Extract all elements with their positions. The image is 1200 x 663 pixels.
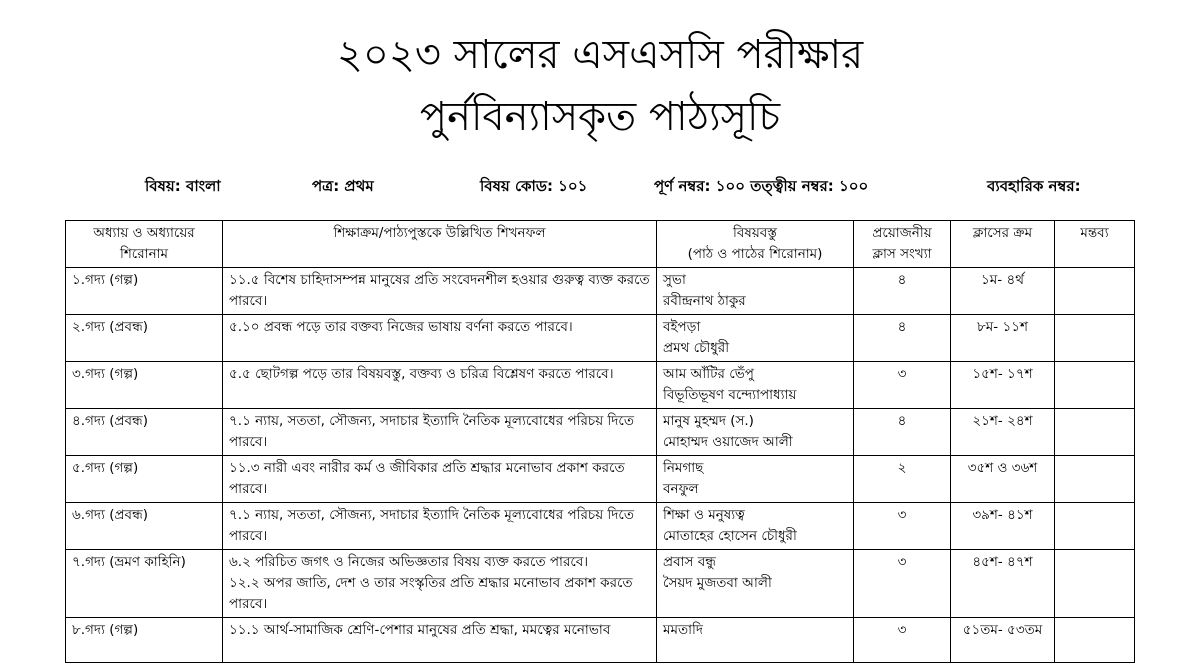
cell-class-order: ১ম- ৪র্থ: [951, 268, 1055, 315]
cell-author: মোতাহের হোসেন চৌধুরী: [663, 528, 797, 544]
cell-remarks: [1055, 503, 1135, 550]
cell-remarks: [1055, 456, 1135, 503]
table-header-row: [66, 221, 1135, 268]
cell-chapter: ১.গদ্য (গল্প): [66, 268, 223, 315]
cell-remarks: [1055, 550, 1135, 618]
cell-outcome: ৫.৫ ছোটগল্প পড়ে তার বিষয়বস্তু, বক্তব্য ও চরিত্র বিশ্লেষণ করতে পারবে।: [223, 362, 657, 409]
cell-content: [657, 503, 854, 550]
cell-outcome: ১১.১ আর্থ-সামাজিক শ্রেণি-পেশার মানুষের প্রতি শ্রদ্ধা, মমত্বের মনোভাব: [223, 618, 657, 663]
header-class-order: ক্লাসের ক্রম: [951, 221, 1055, 268]
cell-content: [657, 456, 854, 503]
cell-lesson: মানুষ মুহম্মদ (স.): [663, 413, 754, 429]
cell-remarks: [1055, 268, 1135, 315]
cell-chapter: ৩.গদ্য (গল্প): [66, 362, 223, 409]
table-row: [66, 268, 1135, 315]
meta-subject-code: বিষয় কোড: ১০১: [480, 177, 588, 195]
table-row: [66, 362, 1135, 409]
meta-subject: বিষয়: বাংলা: [145, 177, 221, 195]
cell-outcome: [223, 550, 657, 618]
cell-chapter: ৮.গদ্য (গল্প): [66, 618, 223, 663]
table-row: [66, 315, 1135, 362]
cell-outcome: ৭.১ ন্যায়, সততা, সৌজন্য, সদাচার ইত্যাদি নৈতিক মূল্যবোধের পরিচয় দিতে পারবে।: [223, 503, 657, 550]
cell-remarks: [1055, 618, 1135, 663]
header-remarks: মন্তব্য: [1055, 221, 1135, 268]
header-chapter: অধ্যায় ও অধ্যায়ের শিরোনাম: [66, 221, 223, 268]
cell-class-count: ২: [854, 456, 951, 503]
cell-class-order: ৫১তম- ৫৩তম: [951, 618, 1055, 663]
page-title-line-2: পুর্নবিন্যাসকৃত পাঠ্যসূচি: [419, 94, 781, 140]
cell-content: [657, 268, 854, 315]
cell-content: [657, 550, 854, 618]
cell-class-order: ৪৫শ- ৪৭শ: [951, 550, 1055, 618]
cell-author: সৈয়দ মুজতবা আলী: [663, 575, 772, 591]
cell-class-count: ৪: [854, 409, 951, 456]
meta-marks: পূর্ণ নম্বর: ১০০ তত্ত্বীয় নম্বর: ১০০: [654, 177, 869, 195]
cell-class-order: ৩৫শ ও ৩৬শ: [951, 456, 1055, 503]
cell-class-count: ৩: [854, 550, 951, 618]
cell-class-count: ৩: [854, 618, 951, 663]
cell-outcome: ১১.৫ বিশেষ চাহিদাসম্পন্ন মানুষের প্রতি সংবেদনশীল হওয়ার গুরুত্ব ব্যক্ত করতে পারবে।: [223, 268, 657, 315]
cell-chapter: ৭.গদ্য (ভ্রমণ কাহিনি): [66, 550, 223, 618]
cell-author: প্রমথ চৌধুরী: [663, 340, 730, 356]
header-content-line-1: বিষয়বস্তু: [733, 225, 777, 241]
cell-outcome-a: ৬.২ পরিচিত জগৎ ও নিজের অভিজ্ঞতার বিষয় ব্যক্ত করতে পারবে।: [229, 554, 589, 570]
header-content: [657, 221, 854, 268]
cell-lesson: নিমগাছ: [663, 460, 704, 476]
cell-author: বিভূতিভূষণ বন্দ্যোপাধ্যায়: [663, 387, 797, 403]
header-class-count: প্রয়োজনীয় ক্লাস সংখ্যা: [854, 221, 951, 268]
cell-lesson: বইপড়া: [663, 319, 701, 335]
cell-content: [657, 618, 854, 663]
cell-chapter: ২.গদ্য (প্রবন্ধ): [66, 315, 223, 362]
cell-lesson: মমতাদি: [663, 622, 703, 638]
cell-lesson: প্রবাস বন্ধু: [663, 554, 716, 570]
cell-remarks: [1055, 362, 1135, 409]
cell-content: [657, 315, 854, 362]
header-content-line-2: (পাঠ ও পাঠের শিরোনাম): [687, 246, 823, 262]
cell-remarks: [1055, 409, 1135, 456]
cell-outcome: ৭.১ ন্যায়, সততা, সৌজন্য, সদাচার ইত্যাদি নৈতিক মূল্যবোধের পরিচয় দিতে পারবে।: [223, 409, 657, 456]
cell-author: রবীন্দ্রনাথ ঠাকুর: [663, 293, 746, 309]
cell-class-order: ৩৯শ- ৪১শ: [951, 503, 1055, 550]
cell-class-count: ৩: [854, 362, 951, 409]
cell-class-count: ৩: [854, 503, 951, 550]
meta-paper: পত্র: প্রথম: [312, 177, 374, 195]
cell-class-order: ১৫শ- ১৭শ: [951, 362, 1055, 409]
cell-class-count: ৪: [854, 315, 951, 362]
cell-content: [657, 362, 854, 409]
cell-class-count: ৪: [854, 268, 951, 315]
meta-practical-marks: ব্যবহারিক নম্বর:: [987, 177, 1081, 195]
table-row: [66, 550, 1135, 618]
table-row: [66, 503, 1135, 550]
cell-outcome: ১১.৩ নারী এবং নারীর কর্ম ও জীবিকার প্রতি শ্রদ্ধার মনোভাব প্রকাশ করতে পারবে।: [223, 456, 657, 503]
cell-lesson: শিক্ষা ও মনুষ্যত্ব: [663, 507, 745, 523]
cell-outcome: ৫.১০ প্রবন্ধ পড়ে তার বক্তব্য নিজের ভাষায় বর্ণনা করতে পারবে।: [223, 315, 657, 362]
cell-content: [657, 409, 854, 456]
cell-chapter: ৫.গদ্য (গল্প): [66, 456, 223, 503]
cell-lesson: আম আঁটির ভেঁপু: [663, 366, 754, 382]
cell-remarks: [1055, 315, 1135, 362]
cell-class-order: ৮ম- ১১শ: [951, 315, 1055, 362]
cell-chapter: ৪.গদ্য (প্রবন্ধ): [66, 409, 223, 456]
cell-author: মোহাম্মদ ওয়াজেদ আলী: [663, 434, 793, 450]
cell-chapter: ৬.গদ্য (প্রবন্ধ): [66, 503, 223, 550]
cell-outcome-b: ১২.২ অপর জাতি, দেশ ও তার সংস্কৃতির প্রতি শ্রদ্ধার মনোভাব প্রকাশ করতে পারবে।: [229, 575, 633, 612]
syllabus-table: [65, 220, 1135, 663]
page-title-line-1: ২০২৩ সালের এসএসসি পরীক্ষার: [336, 32, 864, 78]
header-learning-outcome: শিক্ষাক্রম/পাঠ্যপুস্তকে উল্লিখিত শিখনফল: [223, 221, 657, 268]
table-row: [66, 618, 1135, 663]
table-row: [66, 456, 1135, 503]
cell-author: বনফুল: [663, 481, 699, 497]
cell-lesson: সুভা: [663, 272, 686, 288]
table-row: [66, 409, 1135, 456]
cell-class-order: ২১শ- ২৪শ: [951, 409, 1055, 456]
